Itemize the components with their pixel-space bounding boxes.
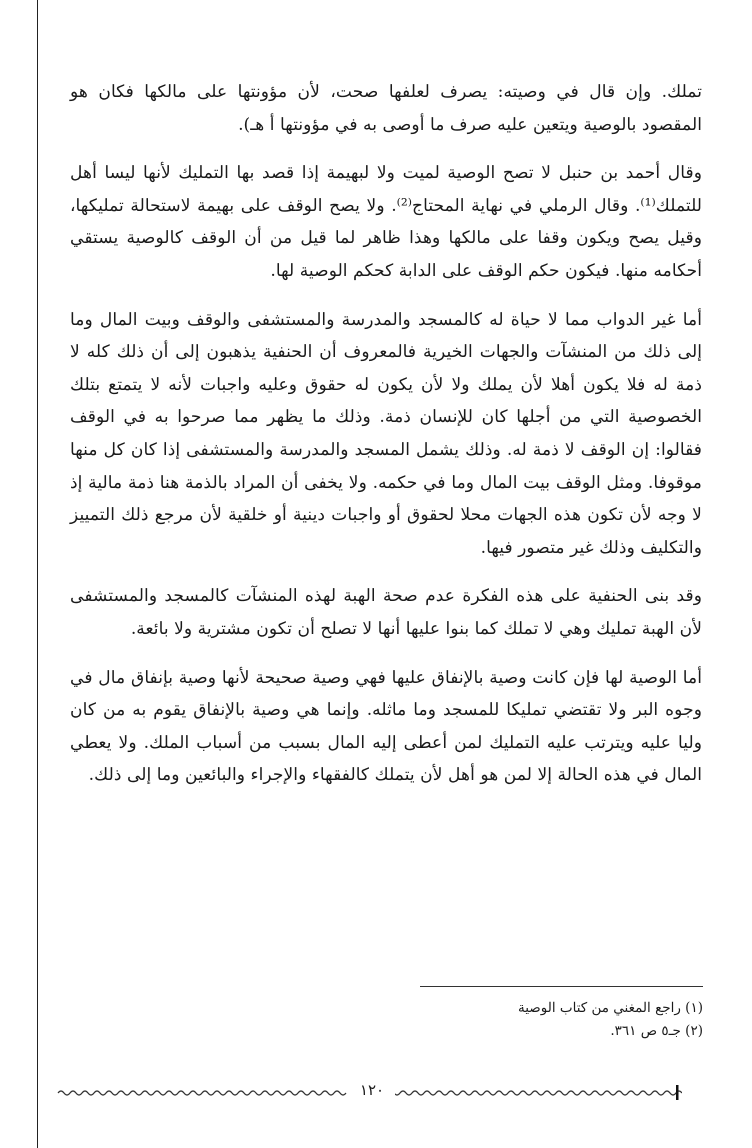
footnote-2: (٢) جـ٥ ص ٣٦١. xyxy=(610,1023,703,1039)
page-number: ١٢٠ xyxy=(349,1081,395,1099)
footnotes xyxy=(420,986,703,1043)
paragraph-4: وقد بنى الحنفية على هذه الفكرة عدم صحة الهبة لهذه المنشآت كالمسجد والمستشفى لأن الهبة تمليك وهي لا تملك كما بنوا عليها أنها لا تصلح أن تكون مشترية ولا بائعة. xyxy=(70,586,702,639)
page-footer xyxy=(56,1082,682,1102)
paragraph-3: أما غير الدواب مما لا حياة له كالمسجد والمدرسة والمستشفى والوقف وبيت المال وما إلى ذلك من المنشآت والجهات الخيرية فالمعروف أن الحنفية يذهبون إلى أن ذلك كله لا ذمة له فلا يكون أهلا لأن يملك ولا لأن يكون له حقوق وعليه واجبات لأنه لا يتمتع بتلك الخصوصية التي من أجلها كان للإنسان ذمة. وذلك ما يظهر مما صرحوا به في الوقف فقالوا: إن الوقف لا ذمة له. وذلك يشمل المسجد والمدرسة والمستشفى إذا كان كل منها موقوفا. ومثل الوقف بيت المال وما في حكمه. ولا يخفى أن المراد بالذمة هنا ذمة مالية إذ لا وجه لأن تكون هذه الجهات محلا لحقوق أو واجبات دينية أو خلقية لأن مرجع ذلك التمييز والتكليف وذلك غير متصور فيها. xyxy=(70,309,702,558)
paragraph-2: وقال أحمد بن حنبل لا تصح الوصية لميت ولا لبهيمة إذا قصد بها التمليك لأنها ليسا أهل للتملك⁽¹⁾. وقال الرملي في نهاية المحتاج⁽²⁾. ولا يصح الوقف على بهيمة لاستحالة تمليكها، وقيل يصح ويكون وقفا على مالكها وهذا ظاهر لما قيل من أن الوقف كالوصية يستقي أحكامه منها. فيكون حكم الوقف على الدابة كحكم الوصية لها. xyxy=(70,163,702,281)
footnote-rule xyxy=(420,986,703,987)
page-edge-line xyxy=(37,0,38,1148)
paragraph-5: أما الوصية لها فإن كانت وصية بالإنفاق عليها فهي وصية صحيحة لأنها وصية بإنفاق مال في وجوه البر ولا تقتضي تمليكا للمسجد وما ماثله. وإنما هي وصية بالإنفاق يقوم به من كان وليا عليه ويترتب عليه التمليك لمن أعطى إليه المال بسبب من أسباب الملك. ولا يعطي المال في هذه الحالة إلا لمن هو أهل لأن يتملك كالفقهاء والإجراء والبائعين وما إلى ذلك. xyxy=(70,667,702,786)
paragraph-1: تملك. وإن قال في وصيته: يصرف لعلفها صحت، لأن مؤونتها على مالكها فكان هو المقصود بالوصية ويتعين عليه صرف ما أوصى به في مؤونتها أ هـ). xyxy=(70,82,702,135)
footnote-1: (١) راجع المغني من كتاب الوصية xyxy=(517,1000,703,1016)
body-text xyxy=(70,76,702,808)
